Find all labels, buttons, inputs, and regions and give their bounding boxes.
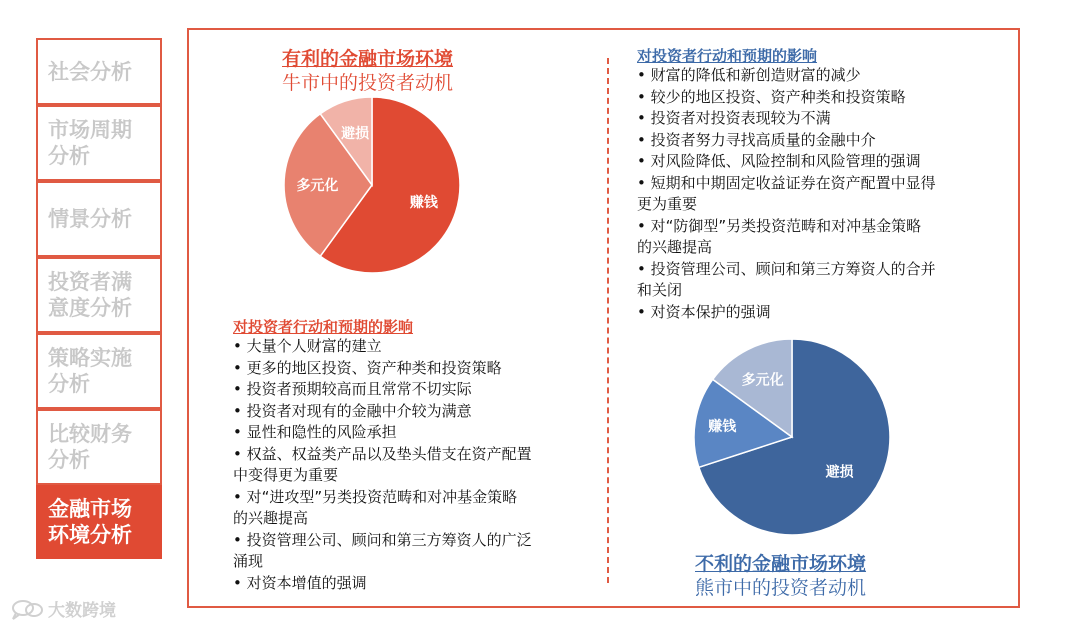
sidebar-item-label: 金融市场环境分析 — [48, 497, 132, 547]
sidebar-item-label: 社会分析 — [48, 59, 132, 84]
bull-market-subtitle: 牛市中的投资者动机 — [282, 72, 454, 94]
list-item: • 对风险降低、风险控制和风险管理的强调 — [637, 152, 921, 170]
list-item: • 更多的地区投资、资产种类和投资策略 — [233, 358, 502, 377]
list-item: • 对“防御型”另类投资范畴和对冲基金策略 — [637, 216, 922, 235]
list-item: • 显性和隐性的风险承担 — [233, 423, 397, 441]
watermark-text: 大数跨境 — [48, 601, 116, 621]
list-item: • 投资管理公司、顾问和第三方筹资人的合并 — [637, 259, 936, 278]
bear-impact-heading: 对投资者行动和预期的影响 — [637, 47, 818, 65]
bear-pie-slice-label-2: 多元化 — [741, 372, 784, 389]
list-item: • 财富的降低和新创造财富的减少 — [637, 66, 861, 84]
sidebar-item-label: 比较财务分析 — [48, 422, 132, 472]
bull-pie-slice-label-0: 赚钱 — [409, 194, 438, 211]
column-divider — [607, 58, 609, 583]
bear-market-title: 不利的金融市场环境 — [695, 553, 867, 575]
list-item: • 投资者对现有的金融中介较为满意 — [233, 401, 472, 420]
sidebar-item-label: 市场周期分析 — [48, 118, 132, 168]
list-item: • 对资本增值的强调 — [233, 573, 367, 592]
bull-market-pie-chart — [270, 95, 475, 275]
sidebar-item-market-cycle-analysis[interactable] — [36, 105, 162, 181]
bull-pie-slice-label-2: 避损 — [341, 126, 370, 143]
bear-market-pie-chart — [690, 335, 895, 540]
sidebar-item-strategy-implementation-analysis[interactable] — [36, 333, 162, 409]
list-item: • 大量个人财富的建立 — [233, 337, 382, 355]
bear-market-subtitle: 熊市中的投资者动机 — [695, 577, 867, 599]
list-item: 涌现 — [233, 552, 264, 570]
sidebar-item-label: 投资者满意度分析 — [48, 270, 132, 320]
sidebar-item-comparative-financial-analysis[interactable] — [36, 409, 162, 485]
list-item: 中变得更为重要 — [233, 466, 339, 484]
list-item: • 投资者预期较高而且常常不切实际 — [233, 380, 472, 398]
list-item: 的兴趣提高 — [637, 238, 713, 256]
sidebar-item-label: 策略实施分析 — [48, 346, 132, 396]
bear-pie-slice-label-0: 避损 — [825, 464, 854, 481]
list-item: 的兴趣提高 — [233, 509, 309, 527]
sidebar-item-investor-satisfaction-analysis[interactable] — [36, 257, 162, 333]
list-item: • 投资者努力寻找高质量的金融中介 — [637, 130, 876, 149]
sidebar-item-financial-market-environment-analysis[interactable] — [36, 485, 162, 559]
list-item: 更为重要 — [637, 195, 698, 213]
list-item: • 对资本保护的强调 — [637, 302, 771, 321]
list-item: • 对“进攻型”另类投资范畴和对冲基金策略 — [233, 487, 518, 506]
sidebar-item-scenario-analysis[interactable] — [36, 181, 162, 257]
list-item: • 较少的地区投资、资产种类和投资策略 — [637, 87, 906, 106]
bull-market-title: 有利的金融市场环境 — [282, 48, 454, 70]
bull-impact-heading: 对投资者行动和预期的影响 — [233, 318, 414, 336]
list-item: • 权益、权益类产品以及垫头借支在资产配置 — [233, 444, 532, 463]
list-item: • 投资者对投资表现较为不满 — [637, 109, 831, 127]
bull-pie-slice-label-1: 多元化 — [296, 178, 339, 194]
speech-bubble-icon — [10, 598, 44, 620]
list-item: • 短期和中期固定收益证券在资产配置中显得 — [637, 173, 936, 192]
bear-pie-slice-label-1: 赚钱 — [708, 418, 737, 435]
bull-impact-list — [233, 336, 605, 594]
list-item: 和关闭 — [637, 281, 683, 299]
sidebar-item-social-analysis[interactable] — [36, 38, 162, 105]
watermark — [10, 596, 116, 621]
list-item: • 投资管理公司、顾问和第三方筹资人的广泛 — [233, 530, 532, 549]
sidebar-item-label: 情景分析 — [48, 207, 132, 231]
bear-impact-list — [637, 65, 1012, 323]
